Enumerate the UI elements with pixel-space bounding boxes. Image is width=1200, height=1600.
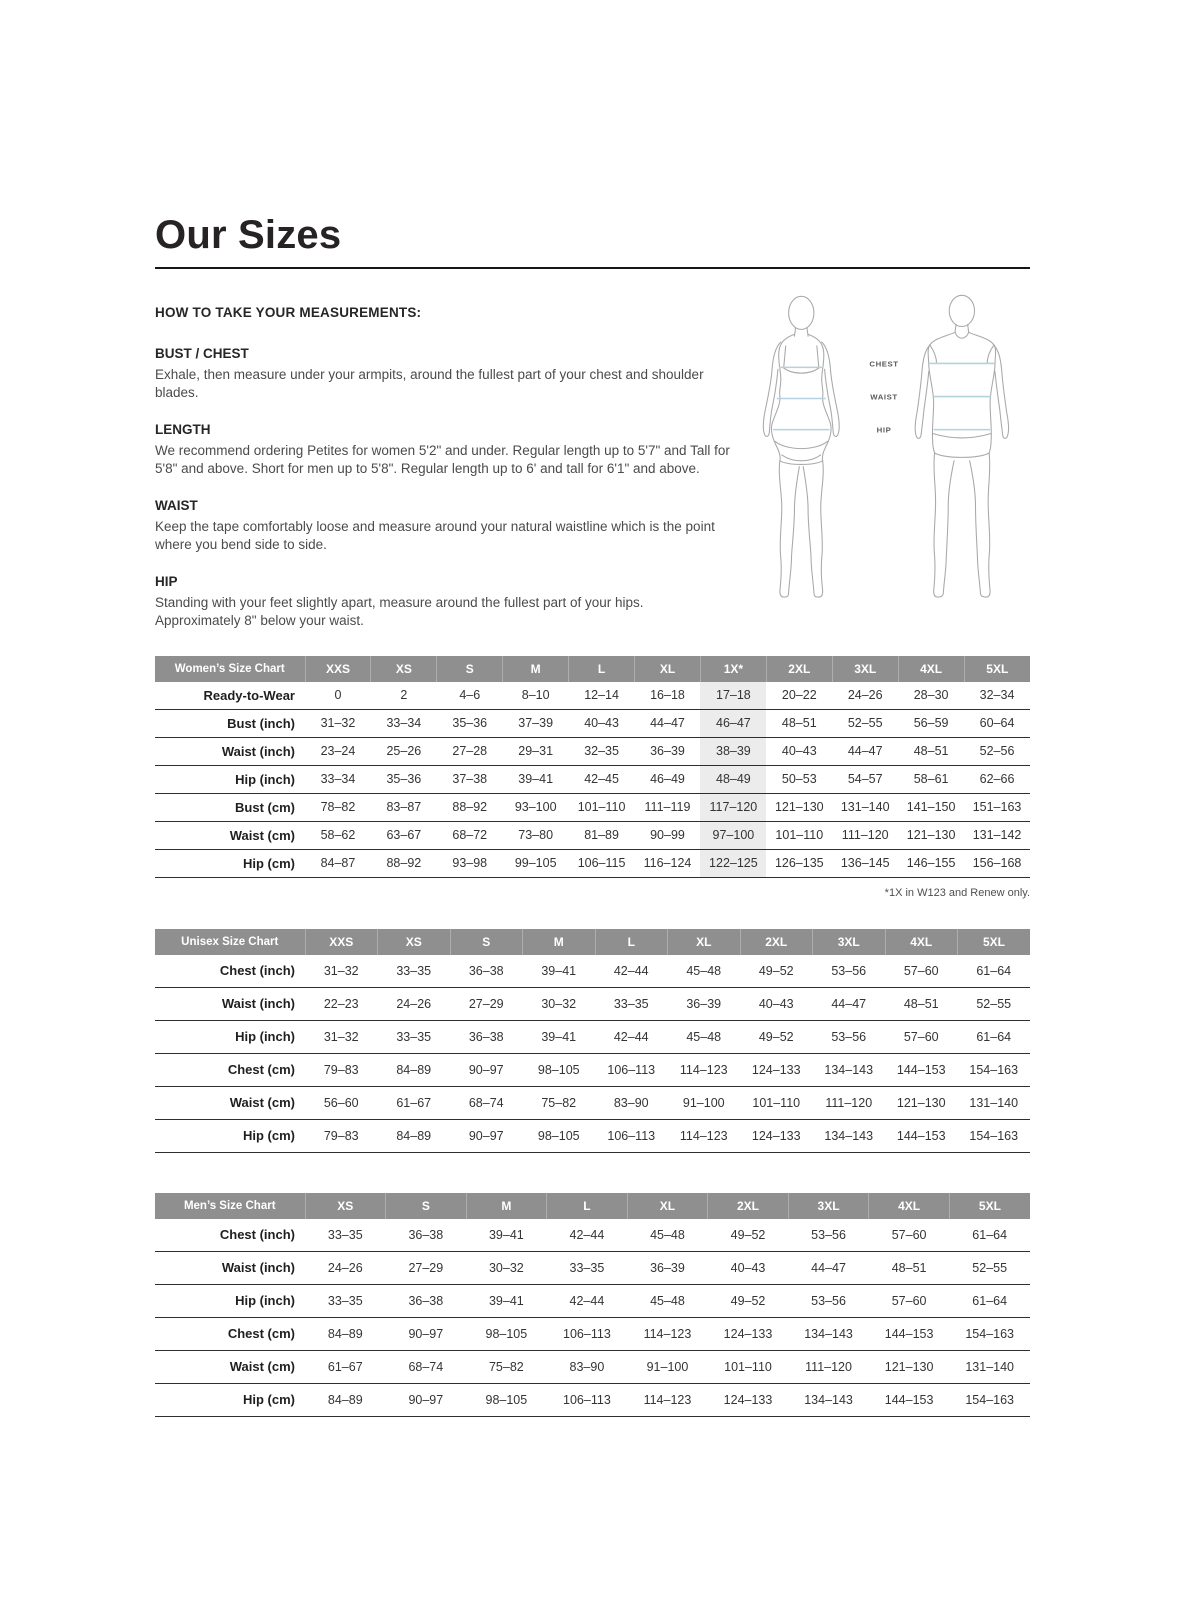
- size-value-cell: 90–99: [650, 828, 685, 843]
- figure-label-waist: WAIST: [870, 392, 898, 402]
- size-value-cell: 134–143: [824, 1062, 874, 1077]
- size-value-cell: 106–113: [607, 1062, 656, 1077]
- size-value-cell: 84–89: [327, 1392, 363, 1407]
- size-value-cell: 28–30: [913, 688, 949, 703]
- size-value-cell: 126–135: [774, 856, 824, 871]
- row-label: Hip (inch): [235, 1293, 295, 1309]
- size-value-cell: 49–52: [730, 1227, 766, 1242]
- size-value-cell: 93–98: [452, 856, 488, 871]
- size-value-cell: 144–153: [884, 1392, 934, 1407]
- size-value-cell: 8–10: [521, 688, 550, 703]
- unisex-size-chart-section: [155, 929, 1030, 1153]
- womens-size-chart-section: [155, 656, 1030, 899]
- table-row: [155, 765, 1030, 793]
- size-value-cell: 44–47: [831, 996, 867, 1011]
- size-value-cell: 16–18: [650, 688, 685, 703]
- size-value-cell: 90–97: [468, 1062, 504, 1077]
- size-value-cell: 57–60: [891, 1227, 927, 1242]
- size-value-cell: 83–87: [386, 800, 422, 815]
- size-value-cell: 91–100: [682, 1095, 725, 1110]
- size-value-cell: 124–133: [723, 1392, 773, 1407]
- size-value-cell: 124–133: [751, 1128, 801, 1143]
- size-value-cell: 106–113: [563, 1392, 611, 1407]
- size-column-header: M: [466, 1193, 547, 1219]
- title-divider: [155, 267, 1030, 269]
- size-column-header: XXS: [305, 929, 378, 955]
- size-value-cell: 44–47: [811, 1260, 846, 1275]
- size-value-cell: 111–120: [805, 1359, 852, 1374]
- size-column-header: 4XL: [885, 929, 958, 955]
- size-value-cell: 117–120: [700, 793, 766, 821]
- size-value-cell: 33–35: [396, 1029, 432, 1044]
- size-value-cell: 23–24: [320, 744, 356, 759]
- size-value-cell: 57–60: [891, 1293, 927, 1308]
- table-row: [155, 1350, 1030, 1383]
- size-value-cell: 134–143: [804, 1326, 853, 1341]
- size-column-header: XXS: [305, 656, 371, 682]
- size-value-cell: 78–82: [320, 800, 356, 815]
- size-value-cell: 58–61: [913, 772, 949, 787]
- table-row: [155, 682, 1030, 710]
- size-value-cell: 90–97: [468, 1128, 504, 1143]
- size-value-cell: 114–123: [643, 1392, 692, 1407]
- size-value-cell: 45–48: [686, 963, 722, 978]
- size-value-cell: 36–38: [468, 963, 504, 978]
- size-value-cell: 156–168: [972, 856, 1022, 871]
- row-label: Hip (cm): [243, 855, 295, 871]
- size-value-cell: 48–51: [891, 1260, 927, 1275]
- size-value-cell: 124–133: [751, 1062, 801, 1077]
- size-value-cell: 146–155: [906, 856, 956, 871]
- size-value-cell: 37–38: [452, 772, 488, 787]
- size-value-cell: 114–123: [679, 1128, 728, 1143]
- section-body-waist: Keep the tape comfortably loose and measure around your natural waistline which is the point where you bend side to side.: [155, 518, 715, 552]
- size-value-cell: 91–100: [646, 1359, 689, 1374]
- size-value-cell: 40–43: [758, 996, 794, 1011]
- size-value-cell: 52–55: [847, 716, 883, 731]
- section-heading-hip: HIP: [155, 573, 178, 589]
- size-value-cell: 40–43: [730, 1260, 766, 1275]
- size-value-cell: 88–92: [452, 800, 488, 815]
- size-value-cell: 61–64: [976, 963, 1012, 978]
- size-value-cell: 75–82: [541, 1095, 577, 1110]
- size-column-header: 1X*: [700, 656, 766, 682]
- size-value-cell: 36–39: [650, 744, 685, 759]
- size-column-header: XS: [305, 1193, 386, 1219]
- size-value-cell: 121–130: [906, 828, 956, 843]
- size-value-cell: 154–163: [965, 1392, 1015, 1407]
- size-value-cell: 31–32: [323, 1029, 359, 1044]
- size-value-cell: 33–35: [396, 963, 432, 978]
- size-column-header: 4XL: [869, 1193, 950, 1219]
- size-value-cell: 31–32: [320, 716, 356, 731]
- table-row: [155, 1219, 1030, 1252]
- size-value-cell: 44–47: [650, 716, 685, 731]
- size-value-cell: 154–163: [969, 1128, 1019, 1143]
- size-value-cell: 40–43: [781, 744, 817, 759]
- row-label: Bust (inch): [227, 715, 295, 731]
- size-value-cell: 61–64: [976, 1029, 1012, 1044]
- size-value-cell: 111–119: [644, 800, 691, 815]
- size-value-cell: 49–52: [758, 963, 794, 978]
- figures-panel: [730, 283, 1030, 630]
- size-value-cell: 81–89: [584, 828, 619, 843]
- table-row: [155, 793, 1030, 821]
- size-value-cell: 53–56: [811, 1227, 846, 1242]
- size-value-cell: 37–39: [518, 716, 554, 731]
- row-label: Hip (inch): [235, 1029, 295, 1045]
- size-column-header: L: [547, 1193, 628, 1219]
- size-value-cell: 98–105: [485, 1326, 528, 1341]
- size-value-cell: 88–92: [386, 856, 422, 871]
- size-value-cell: 52–55: [972, 1260, 1008, 1275]
- size-value-cell: 63–67: [386, 828, 422, 843]
- table-row: [155, 1383, 1030, 1416]
- size-value-cell: 97–100: [700, 821, 766, 849]
- table-row: [155, 737, 1030, 765]
- size-value-cell: 121–130: [896, 1095, 946, 1110]
- size-value-cell: 35–36: [386, 772, 422, 787]
- row-label: Chest (inch): [219, 963, 295, 979]
- table-row: [155, 1020, 1030, 1053]
- size-value-cell: 24–26: [847, 688, 883, 703]
- size-value-cell: 40–43: [584, 716, 619, 731]
- size-value-cell: 49–52: [730, 1293, 766, 1308]
- section-heading-length: LENGTH: [155, 421, 211, 437]
- section-heading-bust-chest: BUST / CHEST: [155, 346, 249, 361]
- size-value-cell: 99–105: [514, 856, 557, 871]
- how-to-heading: HOW TO TAKE YOUR MEASUREMENTS:: [155, 305, 422, 320]
- size-column-header: S: [450, 929, 523, 955]
- size-value-cell: 36–38: [408, 1293, 444, 1308]
- size-value-cell: 68–72: [452, 828, 488, 843]
- size-value-cell: 48–51: [781, 716, 817, 731]
- size-value-cell: 39–41: [541, 963, 577, 978]
- size-value-cell: 154–163: [965, 1326, 1015, 1341]
- size-value-cell: 0: [334, 688, 342, 703]
- size-value-cell: 84–87: [320, 856, 356, 871]
- size-value-cell: 111–120: [841, 828, 889, 843]
- size-value-cell: 79–83: [323, 1128, 359, 1143]
- size-value-cell: 90–97: [408, 1392, 444, 1407]
- size-value-cell: 84–89: [327, 1326, 363, 1341]
- size-column-header: M: [523, 929, 596, 955]
- section-body-bust-chest: Exhale, then measure under your armpits, around the fullest part of your chest and shoulder blades.: [155, 367, 704, 400]
- row-label: Waist (inch): [221, 996, 295, 1012]
- size-value-cell: 52–55: [976, 996, 1012, 1011]
- table-row: [155, 1284, 1030, 1317]
- size-column-header: 2XL: [708, 1193, 789, 1219]
- size-value-cell: 52–56: [979, 744, 1015, 759]
- size-value-cell: 33–34: [320, 772, 356, 787]
- size-value-cell: 39–41: [541, 1029, 577, 1044]
- size-value-cell: 61–64: [972, 1293, 1008, 1308]
- size-value-cell: 151–163: [972, 800, 1022, 815]
- size-value-cell: 42–44: [569, 1293, 605, 1308]
- row-label: Bust (cm): [235, 799, 295, 815]
- size-value-cell: 33–35: [569, 1260, 605, 1275]
- size-value-cell: 61–67: [396, 1095, 432, 1110]
- figure-label-hip: HIP: [876, 425, 892, 435]
- size-value-cell: 73–80: [518, 828, 554, 843]
- size-value-cell: 154–163: [969, 1062, 1019, 1077]
- size-value-cell: 48–51: [913, 744, 949, 759]
- row-label: Ready-to-Wear: [203, 687, 295, 703]
- size-value-cell: 42–45: [584, 772, 619, 787]
- size-column-header: 5XL: [964, 656, 1030, 682]
- size-value-cell: 93–100: [514, 800, 557, 815]
- size-value-cell: 121–130: [884, 1359, 934, 1374]
- size-value-cell: 33–35: [613, 996, 649, 1011]
- size-value-cell: 84–89: [396, 1062, 432, 1077]
- size-value-cell: 58–62: [320, 828, 356, 843]
- measurement-figures-illustration: [738, 283, 1030, 623]
- row-label: Chest (cm): [227, 1062, 295, 1078]
- size-value-cell: 122–125: [700, 849, 766, 877]
- size-value-cell: 141–150: [906, 800, 956, 815]
- size-column-header: 3XL: [832, 656, 898, 682]
- size-value-cell: 124–133: [723, 1326, 773, 1341]
- size-column-header: L: [569, 656, 635, 682]
- size-value-cell: 24–26: [396, 996, 432, 1011]
- size-value-cell: 44–47: [847, 744, 883, 759]
- size-value-cell: 39–41: [488, 1227, 524, 1242]
- size-value-cell: 39–41: [518, 772, 554, 787]
- size-value-cell: 45–48: [686, 1029, 722, 1044]
- size-value-cell: 134–143: [824, 1128, 874, 1143]
- table-title: Women’s Size Chart: [155, 656, 305, 682]
- size-value-cell: 50–53: [781, 772, 817, 787]
- row-label: Hip (cm): [243, 1392, 295, 1408]
- table-title: Unisex Size Chart: [155, 929, 305, 955]
- size-column-header: XL: [668, 929, 741, 955]
- size-value-cell: 24–26: [327, 1260, 363, 1275]
- size-value-cell: 101–110: [775, 828, 824, 843]
- row-label: Waist (cm): [229, 1359, 295, 1375]
- size-value-cell: 46–49: [650, 772, 685, 787]
- size-value-cell: 27–29: [408, 1260, 444, 1275]
- size-column-header: S: [386, 1193, 467, 1219]
- size-column-header: XS: [371, 656, 437, 682]
- table-row: [155, 1119, 1030, 1152]
- size-value-cell: 131–142: [972, 828, 1022, 843]
- table-row: [155, 987, 1030, 1020]
- table-header-row: [155, 1193, 1030, 1219]
- size-value-cell: 101–110: [724, 1359, 772, 1374]
- size-column-header: 2XL: [740, 929, 813, 955]
- size-value-cell: 39–41: [488, 1293, 524, 1308]
- size-value-cell: 36–39: [650, 1260, 685, 1275]
- size-value-cell: 48–51: [903, 996, 939, 1011]
- table-row: [155, 1086, 1030, 1119]
- mens-size-table: [155, 1193, 1030, 1417]
- size-value-cell: 42–44: [613, 1029, 649, 1044]
- size-column-header: 5XL: [958, 929, 1031, 955]
- size-value-cell: 20–22: [781, 688, 817, 703]
- section-body-hip: Standing with your feet slightly apart, measure around the fullest part of your hips. Approximately 8" below your waist.: [155, 594, 644, 628]
- size-value-cell: 111–120: [825, 1095, 873, 1110]
- table-title: Men’s Size Chart: [155, 1193, 305, 1219]
- size-value-cell: 114–123: [643, 1326, 692, 1341]
- size-value-cell: 30–32: [541, 996, 577, 1011]
- section-body-length: We recommend ordering Petites for women 5'2" and under. Regular length up to 5'7" and Tall for 5'8" and above. Short for men up to 5'8". Regular length up to 6' and tall for 6'1" and above.: [155, 442, 730, 476]
- size-value-cell: 54–57: [847, 772, 883, 787]
- size-value-cell: 30–32: [488, 1260, 524, 1275]
- size-value-cell: 68–74: [408, 1359, 444, 1374]
- size-value-cell: 101–110: [752, 1095, 801, 1110]
- section-heading-waist: WAIST: [155, 497, 198, 513]
- table-header-row: [155, 929, 1030, 955]
- table-row: [155, 955, 1030, 988]
- size-value-cell: 62–66: [979, 772, 1015, 787]
- size-value-cell: 53–56: [831, 1029, 867, 1044]
- size-column-header: L: [595, 929, 668, 955]
- table-header-row: [155, 656, 1030, 682]
- measurement-instructions-section: [155, 305, 1030, 630]
- size-value-cell: 48–49: [700, 765, 766, 793]
- table-row: [155, 821, 1030, 849]
- size-value-cell: 114–123: [679, 1062, 728, 1077]
- size-column-header: 4XL: [898, 656, 964, 682]
- row-label: Chest (cm): [227, 1326, 295, 1342]
- size-value-cell: 33–34: [386, 716, 422, 731]
- size-value-cell: 75–82: [488, 1359, 524, 1374]
- unisex-size-table: [155, 929, 1030, 1153]
- row-label: Chest (inch): [219, 1227, 295, 1243]
- figure-label-chest: CHEST: [869, 359, 899, 369]
- size-value-cell: 131–140: [840, 800, 890, 815]
- size-column-header: 2XL: [766, 656, 832, 682]
- size-value-cell: 32–34: [979, 688, 1015, 703]
- size-value-cell: 35–36: [452, 716, 488, 731]
- size-value-cell: 2: [400, 688, 408, 703]
- size-column-header: S: [437, 656, 503, 682]
- table-row: [155, 1251, 1030, 1284]
- size-value-cell: 4–6: [459, 688, 481, 703]
- size-value-cell: 144–153: [884, 1326, 934, 1341]
- womens-table-footnote: *1X in W123 and Renew only.: [884, 886, 1030, 899]
- size-column-header: XL: [635, 656, 701, 682]
- size-value-cell: 106–113: [607, 1128, 656, 1143]
- womens-size-table: [155, 656, 1030, 878]
- table-row: [155, 1053, 1030, 1086]
- size-value-cell: 22–23: [323, 996, 359, 1011]
- size-value-cell: 131–140: [965, 1359, 1015, 1374]
- size-value-cell: 56–59: [913, 716, 949, 731]
- row-label: Waist (inch): [221, 743, 295, 759]
- mens-size-chart-section: [155, 1193, 1030, 1417]
- size-value-cell: 101–110: [577, 800, 626, 815]
- size-value-cell: 84–89: [396, 1128, 432, 1143]
- size-value-cell: 116–124: [643, 856, 692, 871]
- size-value-cell: 68–74: [468, 1095, 504, 1110]
- size-value-cell: 56–60: [323, 1095, 359, 1110]
- size-column-header: XL: [627, 1193, 708, 1219]
- page-title: Our Sizes: [155, 213, 342, 257]
- size-value-cell: 29–31: [518, 744, 554, 759]
- size-column-header: XS: [378, 929, 451, 955]
- size-value-cell: 31–32: [323, 963, 359, 978]
- size-value-cell: 144–153: [896, 1062, 946, 1077]
- female-figure-illustration: [763, 296, 839, 597]
- size-value-cell: 36–38: [408, 1227, 444, 1242]
- size-value-cell: 33–35: [327, 1227, 363, 1242]
- size-value-cell: 79–83: [323, 1062, 359, 1077]
- size-value-cell: 61–67: [327, 1359, 363, 1374]
- size-value-cell: 57–60: [903, 1029, 939, 1044]
- size-value-cell: 134–143: [804, 1392, 853, 1407]
- size-value-cell: 106–113: [563, 1326, 611, 1341]
- size-value-cell: 121–130: [774, 800, 824, 815]
- size-value-cell: 83–90: [613, 1095, 649, 1110]
- size-value-cell: 60–64: [979, 716, 1015, 731]
- male-figure-illustration: [915, 295, 1009, 597]
- size-value-cell: 27–28: [452, 744, 488, 759]
- size-value-cell: 61–64: [972, 1227, 1008, 1242]
- size-value-cell: 136–145: [840, 856, 890, 871]
- size-value-cell: 57–60: [903, 963, 939, 978]
- table-row: [155, 709, 1030, 737]
- size-value-cell: 53–56: [811, 1293, 846, 1308]
- size-value-cell: 42–44: [613, 963, 649, 978]
- size-value-cell: 90–97: [408, 1326, 444, 1341]
- row-label: Hip (cm): [243, 1128, 295, 1144]
- size-column-header: 5XL: [949, 1193, 1030, 1219]
- size-value-cell: 32–35: [584, 744, 619, 759]
- row-label: Hip (inch): [235, 771, 295, 787]
- size-column-header: 3XL: [813, 929, 886, 955]
- size-value-cell: 27–29: [468, 996, 504, 1011]
- size-value-cell: 46–47: [700, 709, 766, 737]
- row-label: Waist (cm): [229, 827, 295, 843]
- size-value-cell: 98–105: [537, 1062, 580, 1077]
- measurement-labels: [869, 359, 898, 434]
- size-value-cell: 106–115: [577, 856, 626, 871]
- size-value-cell: 83–90: [569, 1359, 605, 1374]
- table-row: [155, 1317, 1030, 1350]
- size-value-cell: 38–39: [700, 737, 766, 765]
- row-label: Waist (inch): [221, 1260, 295, 1276]
- row-label: Waist (cm): [229, 1095, 295, 1111]
- size-value-cell: 33–35: [327, 1293, 363, 1308]
- size-column-header: M: [503, 656, 569, 682]
- size-column-header: 3XL: [788, 1193, 869, 1219]
- size-value-cell: 45–48: [650, 1293, 685, 1308]
- size-value-cell: 17–18: [700, 682, 766, 710]
- size-value-cell: 131–140: [969, 1095, 1019, 1110]
- size-value-cell: 36–38: [468, 1029, 504, 1044]
- size-value-cell: 53–56: [831, 963, 867, 978]
- size-value-cell: 45–48: [650, 1227, 685, 1242]
- table-row: [155, 849, 1030, 877]
- size-value-cell: 25–26: [386, 744, 422, 759]
- size-value-cell: 42–44: [569, 1227, 605, 1242]
- size-value-cell: 36–39: [686, 996, 722, 1011]
- size-value-cell: 144–153: [896, 1128, 946, 1143]
- size-value-cell: 49–52: [758, 1029, 794, 1044]
- size-value-cell: 12–14: [584, 688, 619, 703]
- size-value-cell: 98–105: [537, 1128, 580, 1143]
- size-value-cell: 98–105: [485, 1392, 528, 1407]
